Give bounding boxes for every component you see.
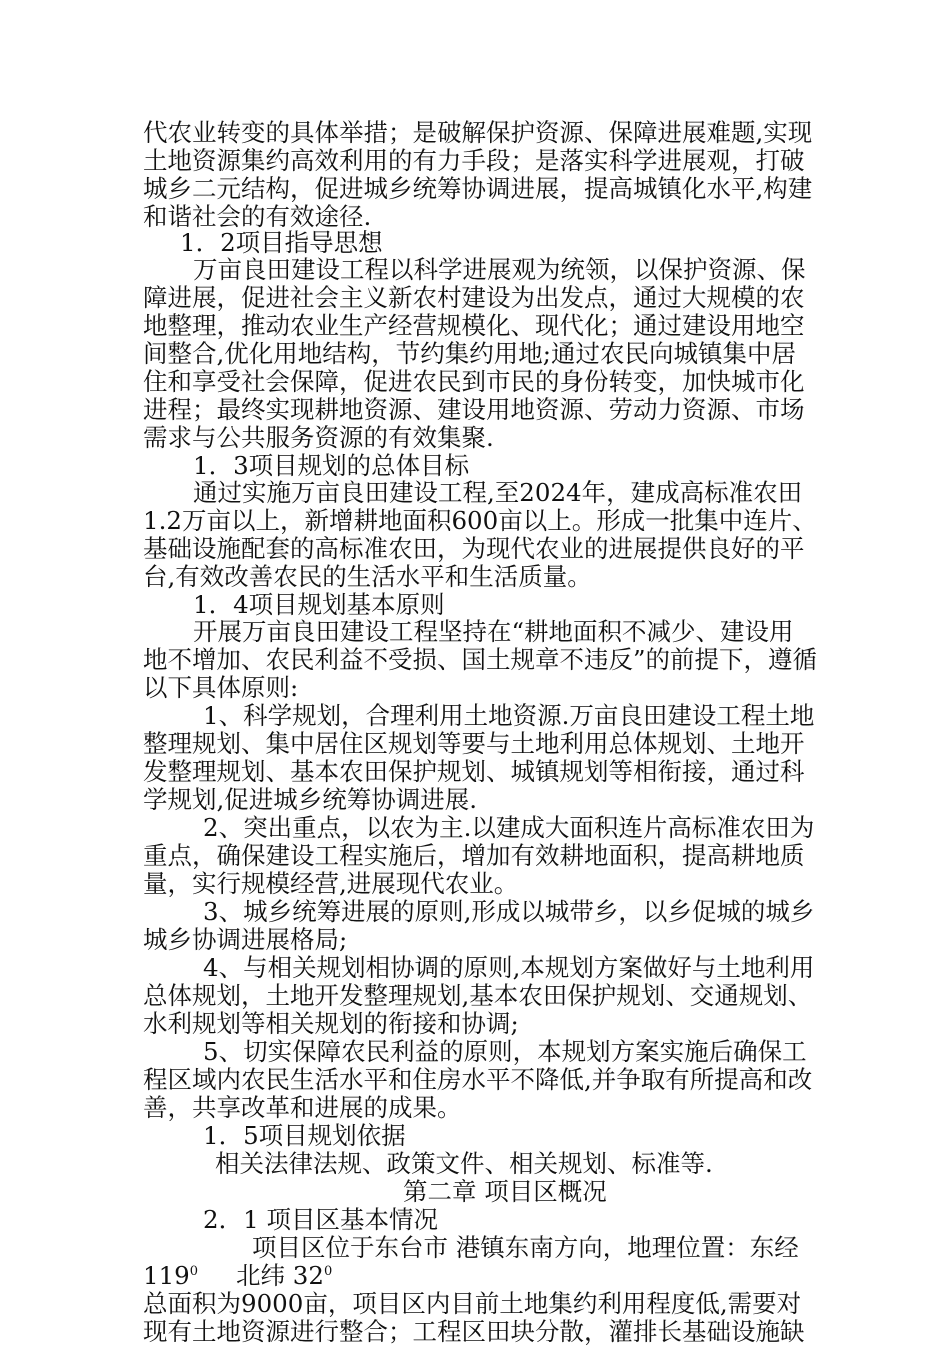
body-line: 土地资源集约高效利用的有力手段；是落实科学进展观，打破	[143, 146, 805, 175]
body-line: 程区域内农民生活水平和住房水平不降低,并争取有所提高和改	[143, 1065, 813, 1094]
section-heading: 1．2项目指导思想	[180, 228, 383, 257]
body-line: 需求与公共服务资源的有效集聚.	[143, 423, 494, 452]
body-line: 和谐社会的有效途径.	[143, 202, 372, 231]
list-item-first-line: 4、与相关规划相协调的原则,本规划方案做好与土地利用	[203, 953, 815, 982]
body-line: 整理规划、集中居住区规划等要与土地利用总体规划、土地开	[143, 729, 805, 758]
degree-mark: 0	[323, 1264, 333, 1279]
body-line: 城乡协调进展格局;	[143, 925, 348, 954]
body-line: 1.2万亩以上，新增耕地面积600亩以上。形成一批集中连片、	[143, 506, 817, 535]
body-line: 住和享受社会保障，促进农民到市民的身份转变，加快城市化	[143, 367, 805, 396]
body-line: 间整合,优化用地结构，节约集约用地;通过农民向城镇集中居	[143, 339, 797, 368]
section-heading: 1．3项目规划的总体目标	[193, 451, 470, 480]
body-line: 基础设施配套的高标准农田，为现代农业的进展提供良好的平	[143, 534, 805, 563]
body-line: 水利规划等相关规划的衔接和协调;	[143, 1009, 519, 1038]
degree-mark: 0	[189, 1264, 199, 1279]
body-line: 障进展，促进社会主义新农村建设为出发点，通过大规模的农	[143, 283, 805, 312]
section-heading: 1．4项目规划基本原则	[193, 590, 445, 619]
paragraph-first-line: 项目区位于东台市 港镇东南方向，地理位置：东经	[252, 1233, 799, 1262]
list-item-first-line: 5、切实保障农民利益的原则，本规划方案实施后确保工	[203, 1037, 807, 1066]
list-item-first-line: 1、科学规划，合理利用土地资源.万亩良田建设工程土地	[203, 701, 815, 730]
list-item-first-line: 3、城乡统筹进展的原则,形成以城带乡，以乡促城的城乡	[203, 897, 815, 926]
body-line: 发整理规划、基本农田保护规划、城镇规划等相衔接，通过科	[143, 757, 805, 786]
list-item-first-line: 2、突出重点，以农为主.以建成大面积连片高标准农田为	[203, 813, 815, 842]
body-line: 以下具体原则:	[143, 673, 299, 702]
body-line: 相关法律法规、政策文件、相关规划、标准等.	[215, 1149, 713, 1178]
body-line: 地整理，推动农业生产经营规模化、现代化；通过建设用地空	[143, 311, 805, 340]
section-heading: 2．1 项目区基本情况	[203, 1205, 438, 1234]
body-line: 台,有效改善农民的生活水平和生活质量。	[143, 562, 592, 591]
body-line: 学规划,促进城乡统筹协调进展.	[143, 785, 478, 814]
body-line: 总体规划，土地开发整理规划,基本农田保护规划、交通规划、	[143, 981, 813, 1010]
body-line: 进程；最终实现耕地资源、建设用地资源、劳动力资源、市场	[143, 395, 805, 424]
body-line: 善，共享改革和进展的成果。	[143, 1093, 462, 1122]
paragraph-first-line: 开展万亩良田建设工程坚持在“耕地面积不减少、建设用	[193, 617, 794, 646]
body-line: 城乡二元结构，促进城乡统筹协调进展，提高城镇化水平,构建	[143, 174, 813, 203]
paragraph-first-line: 万亩良田建设工程以科学进展观为统领，以保护资源、保	[193, 255, 806, 284]
body-line: 代农业转变的具体举措；是破解保护资源、保障进展难题,实现	[143, 118, 813, 147]
body-line: 重点，确保建设工程实施后，增加有效耕地面积，提高耕地质	[143, 841, 805, 870]
chapter-heading: 第二章 项目区概况	[403, 1177, 607, 1206]
body-line: 量，实行规模经营,进展现代农业。	[143, 869, 519, 898]
body-line: 现有土地资源进行整合；工程区田块分散，灌排长基础设施缺	[143, 1317, 805, 1346]
paragraph-first-line: 通过实施万亩良田建设工程,至2024年，建成高标准农田	[193, 478, 803, 507]
body-line: 总面积为9000亩，项目区内目前土地集约利用程度低,需要对	[143, 1289, 802, 1318]
latitude-text: 北纬 $32^0$	[236, 1261, 333, 1290]
section-heading: 1．5项目规划依据	[203, 1121, 406, 1150]
body-line: 地不增加、农民利益不受损、国土规章不违反”的前提下，遵循	[143, 645, 818, 674]
longitude-text: $119^0$	[143, 1261, 199, 1290]
